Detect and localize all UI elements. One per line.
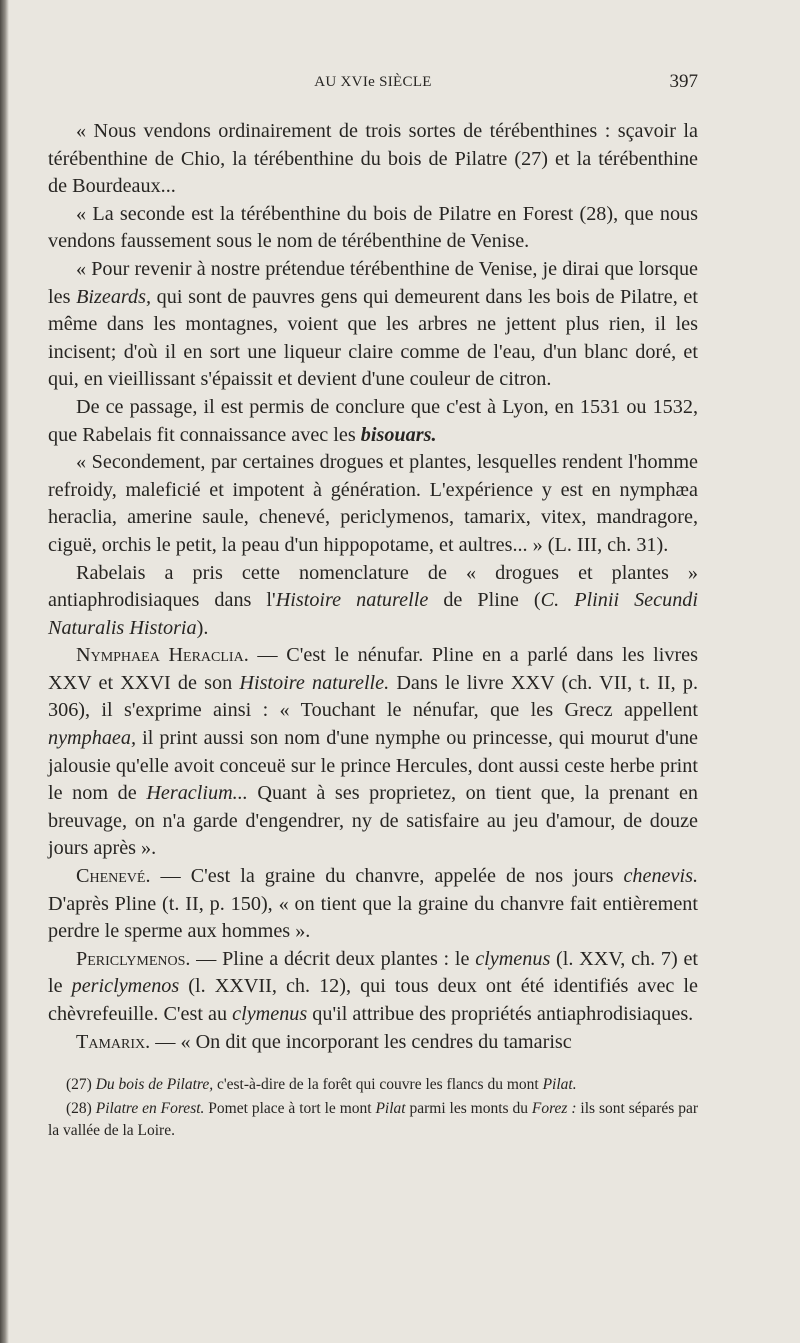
paragraph-3-text-start: « Pour revenir à nostre prétendue térébenthine de Venise, je dirai que lorsque les — [48, 257, 698, 308]
paragraph-tamarix — [48, 1029, 698, 1057]
footnote-28-text-3: ils sont séparés par la vallée de la Loire. — [48, 1100, 699, 1140]
footnote-27-text: c'est-à-dire de la forêt qui couvre les flancs du mont — [213, 1076, 543, 1094]
paragraph-6-text-end: ). — [196, 616, 209, 639]
periclymenos-text-4: qu'il attribue des propriétés antiaphrodisiaques. — [307, 1003, 694, 1025]
footnote-28-term: Pilatre en Forest. — [95, 1100, 205, 1118]
chenevé-text-1: — C'est la graine du chanvre, appelée de nos jours — [150, 865, 624, 888]
paragraph-4 — [48, 394, 698, 449]
paragraph-periclymenos — [48, 946, 698, 1029]
footnote-28-term-3: Forez : — [531, 1100, 577, 1118]
bisouars-term: bisouars. — [360, 423, 437, 446]
book-page — [48, 70, 698, 1142]
heraclium-term: Heraclium... — [146, 782, 248, 805]
paragraph-3 — [48, 256, 698, 394]
footnote-28-term-2: Pilat — [375, 1100, 406, 1118]
paragraph-6 — [48, 560, 698, 643]
tamarix-text: — « On dit que incorporant les cendres du tamarisc — [150, 1030, 572, 1053]
entry-head-periclymenos: Periclymenos. — [76, 947, 191, 970]
footnote-28-text-2: parmi les monts du — [405, 1100, 532, 1118]
nymphaea-term: nymphaea, — [48, 727, 137, 750]
paragraph-nymphaea — [48, 642, 698, 863]
footnote-27-term: Du bois de Pilatre, — [95, 1076, 214, 1094]
periclymenos-text-1: — Pline a décrit deux plantes : le — [190, 947, 476, 970]
footnotes — [48, 1074, 698, 1142]
footnote-28-text: Pomet place à tort le mont — [204, 1100, 376, 1118]
paragraph-6-text-middle: de Pline ( — [428, 589, 541, 612]
paragraph-1: « Nous vendons ordinairement de trois sortes de térébenthines : sçavoir la térébenthine de Chio, la térébenthine du bois de Pilatre (27) et la térébenthine de Bourdeaux... — [48, 120, 698, 198]
paragraph-6-text-start: Rabelais a pris cette nomenclature de « drogues et plantes » antiaphrodisiaques dans l' — [48, 561, 698, 612]
paragraph-chenevé — [48, 863, 698, 946]
periclymenos-term: periclymenos — [71, 975, 180, 998]
nymphaea-text-4: Quant à ses proprietez, on tient que, la prenant en breuvage, on n'a garde d'engendrer, ny de satisfaire au jeu d'amour, de douze jours après ». — [48, 782, 699, 860]
footnote-27-term-2: Pilat. — [542, 1076, 577, 1094]
entry-head-nymphaea: Nymphaea Heraclia. — [76, 644, 249, 667]
paragraph-3-text-end: qui sont de pauvres gens qui demeurent dans les bois de Pilatre, et même dans les montagnes, voient que les arbres ne jettent plus rien, il les incisent; d'où il en sort une liqueur claire comme de l'eau, d'un blanc doré, et qui, en vieillissant s'épaissit et devient d'une couleur de citron. — [48, 285, 698, 391]
footnote-28-number: (28) — [66, 1100, 96, 1118]
entry-head-chenevé: Chenevé. — [76, 865, 151, 888]
clymenus-term-second: clymenus — [232, 1003, 308, 1025]
paragraph-5: « Secondement, par certaines drogues et plantes, lesquelles rendent l'homme refroidy, maleficié et impotent à génération. L'expérience y est en nymphæa heraclia, amerine saule, chenevé, periclymenos, tamarix, vitex, mandragore, ciguë, orchis le petit, la peau d'un hippopotame, et aultres... » (L. III, ch. 31). — [48, 451, 698, 556]
naturalis-historia-title: C. Plinii Secundi Naturalis Historia — [48, 589, 698, 639]
page-number: 397 — [669, 71, 698, 92]
nymphaea-text-3: il print aussi son nom d'une nymphe ou princesse, qui mourut d'une jalousie qu'elle avoit conceuë sur le prince Hercules, dont aussi ceste herbe print le nom de — [48, 727, 698, 805]
nymphaea-title-work: Histoire naturelle. — [239, 671, 390, 694]
footnote-28 — [48, 1098, 698, 1142]
bizeards-term: Bizeards, — [76, 285, 152, 308]
chenevé-text-2: D'après Pline (t. II, p. 150), « on tient que la graine du chanvre fait entièrement perdre le sperme aux hommes ». — [48, 892, 698, 943]
running-head — [48, 70, 698, 100]
footnote-27-number: (27) — [66, 1076, 96, 1094]
paragraph-2: « La seconde est la térébenthine du bois de Pilatre en Forest (28), que nous vendons faussement sous le nom de térébenthine de Venise. — [48, 202, 698, 253]
histoire-naturelle-title: Histoire naturelle — [275, 589, 429, 612]
chenevis-term: chenevis. — [623, 865, 698, 888]
nymphaea-text-1: — C'est le nénufar. Pline en a parlé dans les livres XXV et XXVI de son — [48, 644, 698, 694]
periclymenos-text-3: (l. XXVII, ch. 12), qui tous deux ont été identifiés avec le chèvrefeuille. C'est au — [48, 975, 698, 1025]
periclymenos-text-2: (l. XXV, ch. 7) et le — [48, 947, 699, 998]
main-text — [48, 118, 698, 1056]
nymphaea-text-2: Dans le livre XXV (ch. VII, t. II, p. 306), il s'exprime ainsi : « Touchant le nénufar, que les Grecz appellent — [48, 671, 698, 722]
entry-head-tamarix: Tamarix. — [76, 1030, 151, 1053]
running-head-title: AU XVIe SIÈCLE — [314, 74, 432, 90]
page-fold-shadow — [0, 0, 9, 1343]
paragraph-4-text: De ce passage, il est permis de conclure que c'est à Lyon, en 1531 ou 1532, que Rabelais fit connaissance avec les — [48, 395, 698, 446]
footnote-27 — [48, 1074, 698, 1096]
clymenus-term: clymenus — [475, 947, 551, 970]
